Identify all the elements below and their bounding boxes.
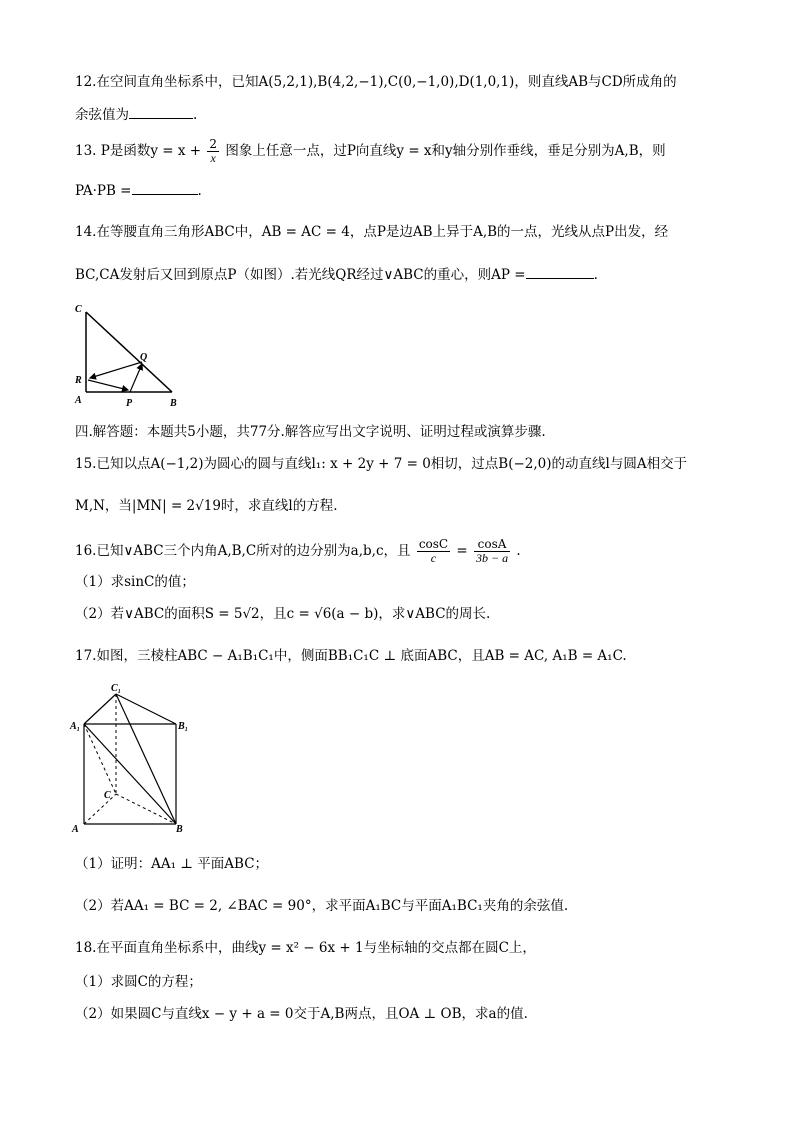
q17-line1: 17.如图，三棱柱ABC − A₁B₁C₁中，侧面BB₁C₁C ⊥ 底面ABC，且AB = AC, A₁B = A₁C. [75,648,627,664]
q14-line1: 14.在等腰直角三角形ABC中，AB = AC = 4，点P是边AB上异于A,B的一点，光线从点P出发，经 [75,224,669,240]
q16-line1-pre: 16.已知∨ABC三个内角A,B,C所对的边分别为a,b,c，且 [75,543,411,559]
q13-frac-den: x [210,151,216,165]
q12-line2: 余弦值为 . [75,104,197,125]
label-b1: B₁ [178,721,189,732]
label-c1: C₁ [111,683,122,694]
q12-line1: 12.在空间直角坐标系中，已知A(5,2,1),B(4,2,−1),C(0,−1,0),D(1,0,1)，则直线AB与CD所成角的 [75,74,677,90]
q16-part2: （2）若∨ABC的面积S = 5√2，且c = √6(a − b)，求∨ABC的周长. [75,606,491,622]
q16-frac2-num: cosA [474,538,510,552]
q16-fraction-1 [417,538,450,565]
q16-line1 [75,538,521,565]
label-a: A [72,824,79,835]
q13-line2-text: PA·PB = [75,183,132,199]
label-c: C [75,304,82,315]
answer-blank [526,264,594,279]
q12-line2-text: 余弦值为 [75,107,129,123]
q16-line1-post: . [516,543,521,559]
q16-eq: = [456,543,468,559]
q16-frac1-den: c [430,551,437,565]
q15-line2: M,N，当|MN| = 2√19时，求直线l的方程. [75,498,338,514]
q17-part2: （2）若AA₁ = BC = 2, ∠BAC = 90°，求平面A₁BC与平面A₁BC₁夹角的余弦值. [75,898,569,914]
q16-fraction-2 [474,538,510,565]
answer-blank [132,180,198,195]
q13-frac-num: 2 [209,137,218,151]
q18-line1: 18.在平面直角坐标系中，曲线y = x² − 6x + 1与坐标轴的交点都在圆C上， [75,940,536,956]
q18-part1: （1）求圆C的方程； [75,974,202,990]
q13-fraction [207,138,219,165]
label-r: R [75,375,82,386]
section-heading: 四.解答题：本题共5小题，共77分.解答应写出文字说明、证明过程或演算步骤. [75,424,546,440]
q14-line2-text: BC,CA发射后又回到原点P（如图）.若光线QR经过∨ABC的重心，则AP = [75,267,526,283]
q13-line1-pre: 13. P是函数y = x + [75,143,202,159]
q16-part1: （1）求sinC的值； [75,574,195,590]
q17-part1: （1）证明：AA₁ ⊥ 平面ABC； [75,856,269,872]
q13-line1-post: 图象上任意一点，过P向直线y = x和y轴分别作垂线，垂足分别为A,B，则 [225,143,666,159]
edge-cb [86,312,172,392]
label-a1: A₁ [70,721,81,732]
label-p: P [126,398,133,409]
q16-frac2-den: 3b − a [476,551,509,565]
ray-rp [88,380,128,390]
label-q: Q [140,352,148,363]
label-b: B [176,824,183,835]
answer-blank [129,104,193,119]
q18-part2: （2）如果圆C与直线x − y + a = 0交于A,B两点，且OA ⊥ OB，求a的值. [75,1006,528,1022]
ray-qr [90,362,142,378]
q14-triangle-figure [70,300,190,412]
label-a: A [75,395,82,406]
q17-prism-figure [68,680,198,838]
q14-line2: BC,CA发射后又回到原点P（如图）.若光线QR经过∨ABC的重心，则AP = . [75,264,598,285]
q13-line2: PA·PB = . [75,180,202,201]
q15-line1: 15.已知以点A(−1,2)为圆心的圆与直线l₁: x + 2y + 7 = 0相切，过点B(−2,0)的动直线l与圆A相交于 [75,456,688,472]
q13-line1 [75,138,666,165]
q16-frac1-num: cosC [418,537,449,551]
label-c: C [104,790,111,801]
ray-pq [130,364,142,392]
label-b: B [170,398,177,409]
